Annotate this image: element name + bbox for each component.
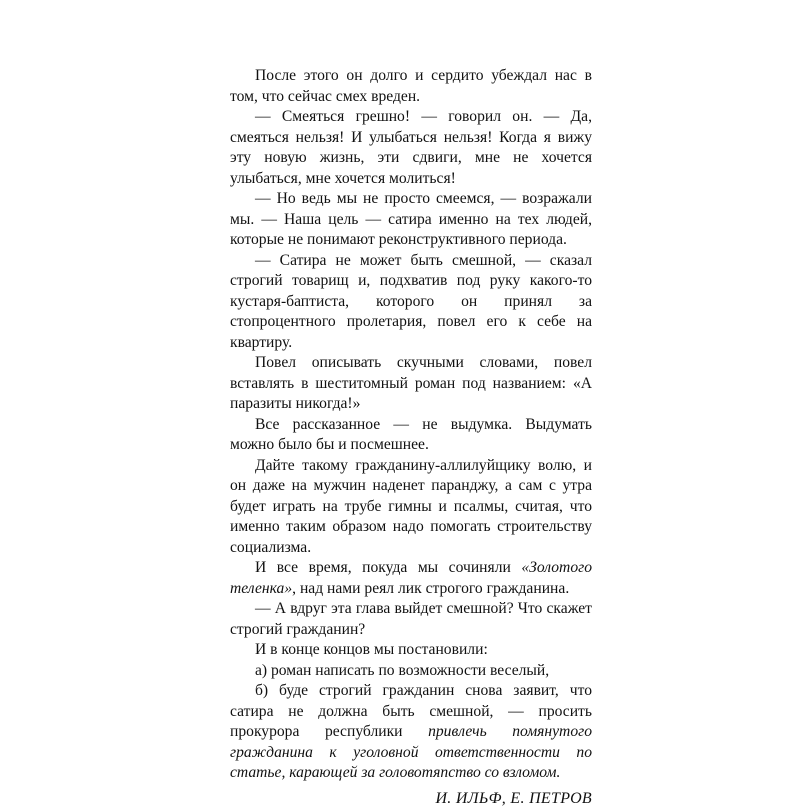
paragraph: Повел описывать скучными словами, повел вставлять в шеститомный роман под названием: «А паразиты никогда!»: [230, 353, 592, 415]
list-item: а) роман написать по возможности веселый,: [230, 661, 592, 682]
paragraph: — А вдруг эта глава выйдет смешной? Что скажет строгий гражданин?: [230, 599, 592, 640]
paragraph-text: б) буде строгий гражданин снова заявит, что сатира не должна быть смешной, — просить прокурора республики: [230, 682, 592, 740]
paragraph: Все рассказанное — не выдумка. Выдумать можно было бы и посмешнее.: [230, 415, 592, 456]
book-title-reference: «Золотого теленка»: [230, 559, 592, 597]
paragraph: [230, 558, 592, 599]
paragraph: — Сатира не может быть смешной, — сказал строгий товарищ и, подхватив под руку какого-то кустаря-баптиста, которого он принял за стопроцентного пролетария, повел его к себе на квартиру.: [230, 251, 592, 354]
paragraph: — Смеяться грешно! — говорил он. — Да, смеяться нельзя! И улыбаться нельзя! Когда я вижу эту новую жизнь, эти сдвиги, мне не хочется улыбаться, мне хочется молиться!: [230, 107, 592, 189]
paragraph: И в конце концов мы постановили:: [230, 640, 592, 661]
list-item: [230, 681, 592, 784]
paragraph: После этого он долго и сердито убеждал нас в том, что сейчас смех вреден.: [230, 66, 592, 107]
paragraph: Дайте такому гражданину-аллилуйщику волю, и он даже на мужчин наденет паранджу, а сам с утра будет играть на трубе гимны и псалмы, считая, что именно таким образом надо помогать строительству социализма.: [230, 456, 592, 559]
author-signature: И. ИЛЬФ, Е. ПЕТРОВ: [230, 789, 592, 809]
paragraph-text: , над нами реял лик строгого гражданина.: [292, 580, 569, 597]
italic-text: привлечь помянутого гражданина к уголовной ответственности по статье, карающей за головотяпство со взломом.: [230, 723, 592, 781]
paragraph: — Но ведь мы не просто смеемся, — возражали мы. — Наша цель — сатира именно на тех людей, которые не понимают реконструктивного периода.: [230, 189, 592, 251]
paragraph-text: И все время, покуда мы сочиняли: [255, 559, 521, 576]
text-body: [230, 66, 592, 809]
